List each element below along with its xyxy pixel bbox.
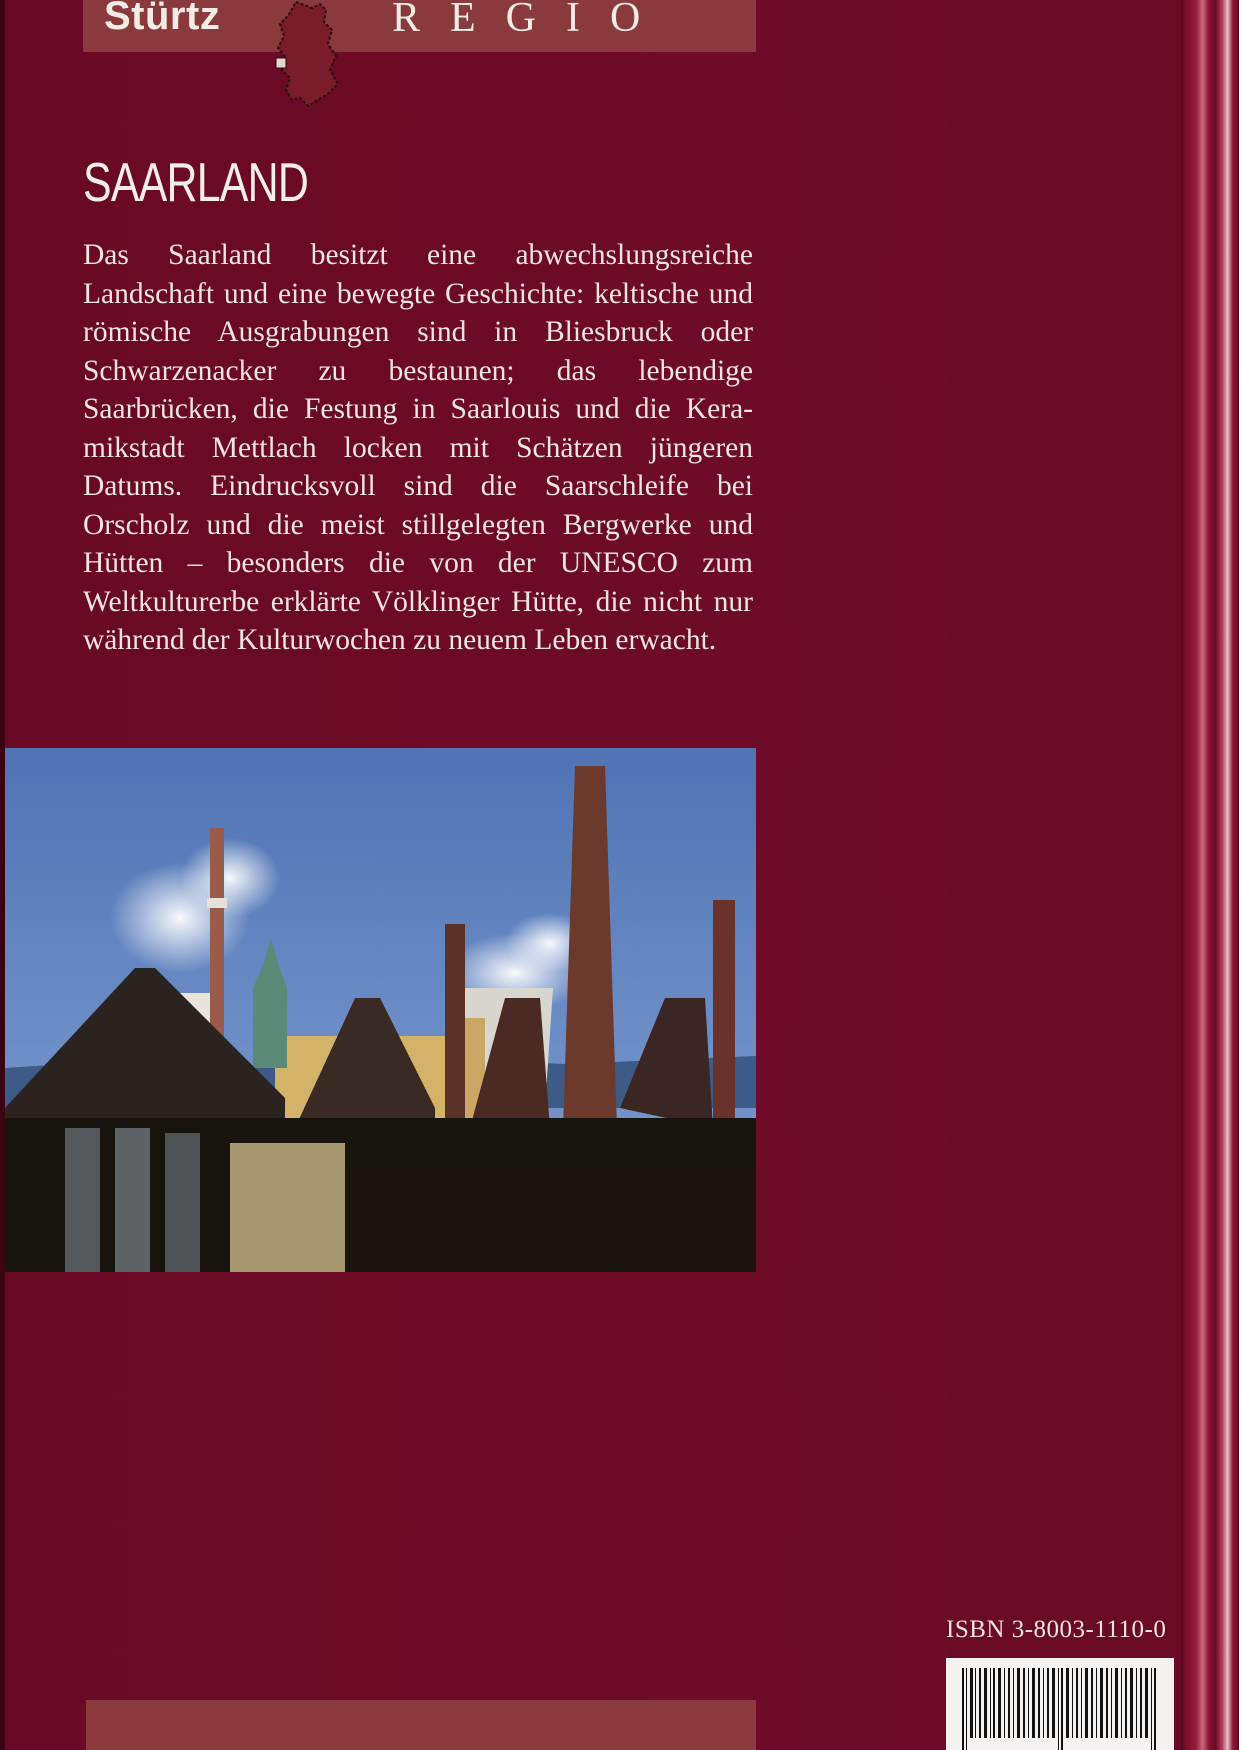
- series-name: REGIO: [392, 0, 671, 41]
- barcode-icon: [946, 1658, 1174, 1750]
- isbn-number: ISBN 3-8003-1110-0: [946, 1616, 1167, 1643]
- bottom-banner: [86, 1700, 756, 1750]
- book-spine: [1187, 0, 1239, 1750]
- book-title: SAARLAND: [83, 151, 309, 213]
- blurb-text: Das Saarland besitzt eine abwechslungsreiche Landschaft und eine bewegte Geschichte: keltische und römische Ausgrabungen sind in Bliesbruck oder Schwarzenacker zu bestaunen; das lebendige Saarbrücken, die Festung in Saarlouis und die Keramikstadt Mettlach locken mit Schätzen jüngeren Datums. Eindrucksvoll sind die Saarschleife bei Orscholz und die meist stillgelegten Bergwerke und Hütten – besonders die von der UNESCO zum Weltkulturerbe erklärte Völklinger Hütte, die nicht nur während der Kulturwochen zu neuem Leben erwacht.: [83, 239, 753, 656]
- industrial-skyline-photo: [5, 748, 756, 1272]
- publisher-name: Stürtz: [104, 0, 221, 38]
- germany-map-icon: [262, 0, 362, 110]
